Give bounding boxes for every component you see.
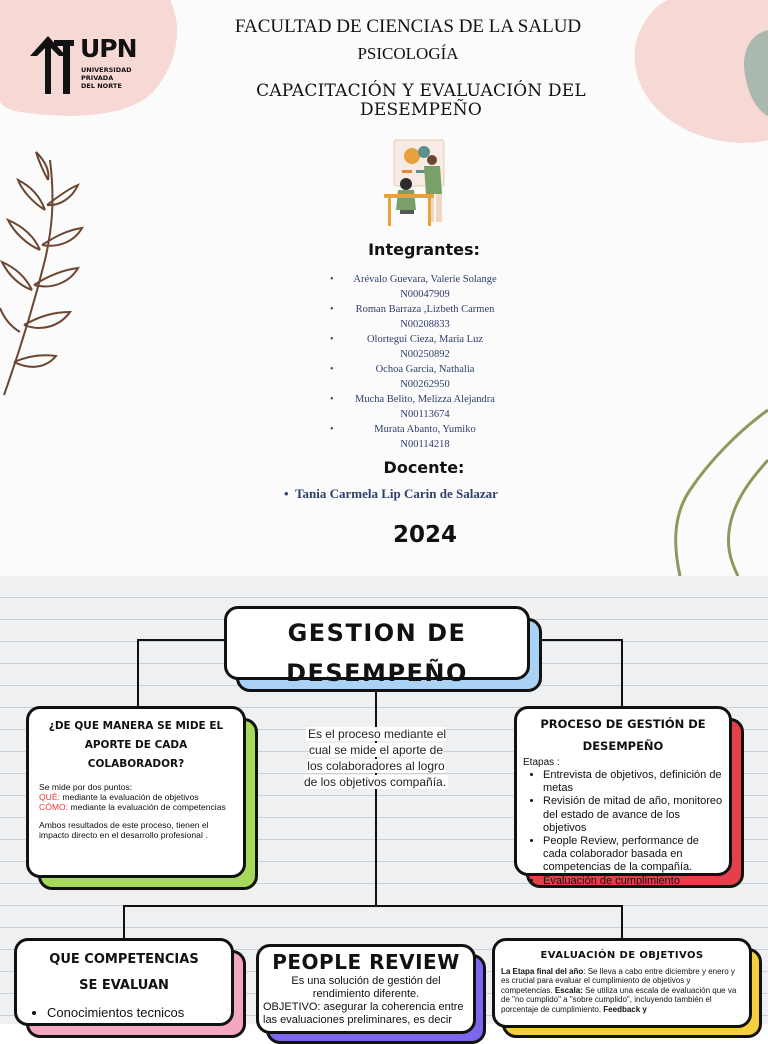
card-title: [39, 717, 233, 774]
stage-item: • Entrevista de objetivos, definición de metas: [543, 769, 723, 795]
card-title-line: SE EVALUAN: [79, 978, 169, 993]
eval-text: : Se lleva a cabo entre diciembre y enero y es crucial para evaluar el cumplimiento de objetivos y competencias.: [501, 967, 735, 995]
member-id: N00262950: [400, 379, 450, 390]
year: 2024: [392, 522, 457, 548]
program-name: PSICOLOGÍA: [357, 44, 459, 63]
card-face: [224, 606, 530, 687]
member-name-text: Mucha Belito, Melizza Alejandra: [355, 394, 495, 405]
stages-label: Etapas :: [523, 757, 560, 768]
faculty-name: FACULTAD DE CIENCIAS DE LA SALUD: [234, 16, 582, 37]
member-name: [290, 362, 560, 377]
member-name-text: Roman Barraza ,Lizbeth Carmen: [355, 304, 495, 315]
teacher-heading: Docente:: [383, 458, 465, 477]
como-line: [39, 802, 233, 812]
office-worker-illustration: [380, 138, 460, 230]
card-title-line: DESEMPEÑO: [582, 739, 664, 753]
bullet-icon: •: [330, 424, 334, 435]
card-face: [514, 706, 732, 887]
logo-subtitle-line: DEL NORTE: [81, 82, 122, 90]
teacher-name-text: Tania Carmela Lip Carin de Salazar: [295, 486, 498, 501]
main-title: [227, 613, 527, 693]
que-text: mediante la evaluación de objetivos: [60, 792, 199, 802]
main-title-line: GESTION DE: [287, 619, 467, 647]
member-name-text: Olortegui Cieza, Maria Luz: [366, 334, 484, 345]
member-id: N00047909: [400, 289, 450, 300]
definition-text: [300, 726, 452, 790]
people-review-objective: OBJETIVO: asegurar la coherencia entre las evaluaciones preliminares, es decir: [263, 1001, 464, 1026]
course-title-line: DESEMPEÑO: [360, 100, 482, 120]
upn-logo-mark-icon: [28, 34, 78, 96]
leaf-branch-decoration: [0, 150, 90, 400]
eval-bold: La Etapa final del año: [501, 967, 584, 976]
member-name: [290, 332, 560, 347]
people-review-intro: Es una solución de gestión del rendimiento diferente.: [291, 975, 441, 1000]
member-name-text: Murata Abanto, Yumiko: [374, 424, 476, 435]
course-title: [226, 82, 616, 120]
member-id: N00113674: [400, 409, 450, 420]
members-list: [290, 272, 560, 452]
member-name: [290, 422, 560, 437]
bullet-icon: •: [330, 394, 334, 405]
card-title: PEOPLE REVIEW: [272, 950, 460, 974]
como-label: CÓMO:: [39, 802, 69, 812]
bullet-icon: •: [330, 334, 334, 345]
logo-subtitle: [81, 66, 132, 90]
eval-bold: Feedback y: [603, 1004, 647, 1014]
eval-text: Se utiliza una escala de evaluación que va de "no cumplido" a "sobre cumplido", incluyendo también el porcentaje de cumplimiento.: [501, 985, 737, 1014]
member-name: [290, 392, 560, 407]
member-name: [290, 302, 560, 317]
people-review-card: [256, 944, 486, 1044]
bullet-icon: •: [330, 304, 334, 315]
course-title-line: CAPACITACIÓN Y EVALUACIÓN DEL: [256, 81, 586, 101]
member-name-text: Ochoa Garcia, Nathalia: [375, 364, 475, 375]
swirl-decoration: [660, 400, 768, 576]
evaluation-body: [501, 967, 743, 1014]
card-title-line: COLABORADOR?: [87, 758, 185, 770]
upn-logo: [28, 34, 138, 98]
stage-item: • People Review, performance de cada colaborador basada en competencias de la compañía.: [543, 835, 723, 875]
pink-blob-top-right: [628, 0, 768, 150]
main-title-line: DESEMPEÑO: [286, 659, 468, 687]
mind-map: [0, 576, 768, 1024]
stage-item: • Revisión de mitad de año, monitoreo del estado de avance de los objetivos: [543, 795, 723, 835]
card-title: [523, 713, 723, 757]
member-id: N00114218: [400, 439, 450, 450]
competency-item: • Conocimientos tecnicos: [47, 1005, 221, 1021]
card-conclusion: Ambos resultados de este proceso, tienen el impacto directo en el desarrollo profesional .: [39, 820, 209, 840]
logo-subtitle-line: PRIVADA: [81, 74, 114, 82]
logo-wordmark: UPN: [80, 34, 137, 63]
que-line: [39, 792, 233, 802]
card-title-line: QUE COMPETENCIAS: [49, 952, 199, 967]
process-card: [514, 706, 744, 888]
bullet-icon: •: [330, 274, 334, 285]
card-body: [39, 782, 233, 840]
card-intro: Se mide por dos puntos:: [39, 782, 133, 792]
card-title: [27, 947, 221, 999]
card-title: EVALUACIÓN DE OBJETIVOS: [540, 950, 704, 961]
bullet-icon: •: [284, 486, 296, 501]
member-name-text: Arévalo Guevara, Valerie Solange: [353, 274, 497, 285]
competencies-list: [47, 1005, 221, 1021]
stage-item: • Evaluación de cumplimiento: [543, 875, 723, 888]
como-text: mediante la evaluación de competencias: [68, 802, 226, 812]
member-id: N00250892: [400, 349, 450, 360]
member-name: [290, 272, 560, 287]
card-face: [14, 938, 234, 1026]
card-title-line: PROCESO DE GESTIÓN DE: [540, 717, 706, 731]
stages-list: [543, 769, 723, 888]
card-face: [256, 944, 476, 1034]
member-id: N00208833: [400, 319, 450, 330]
que-label: QUÉ:: [39, 792, 61, 802]
competencies-card: [14, 938, 246, 1038]
main-title-card: [224, 606, 542, 692]
eval-bold: Escala:: [554, 985, 583, 995]
definition-span: Es el proceso mediante el cual se mide el aporte de los colaboradores al logro de los objetivos compañía.: [303, 727, 447, 789]
logo-subtitle-line: UNIVERSIDAD: [81, 66, 132, 74]
card-face: [492, 938, 752, 1028]
teacher-name: [284, 486, 498, 502]
card-title-line: ¿DE QUE MANERA SE MIDE EL: [48, 720, 224, 732]
objectives-evaluation-card: [492, 938, 762, 1038]
card-face: [26, 706, 246, 878]
measure-contribution-card: [26, 706, 258, 890]
bullet-icon: •: [330, 364, 334, 375]
members-heading: Integrantes:: [368, 240, 480, 259]
card-title-line: APORTE DE CADA: [84, 739, 188, 751]
